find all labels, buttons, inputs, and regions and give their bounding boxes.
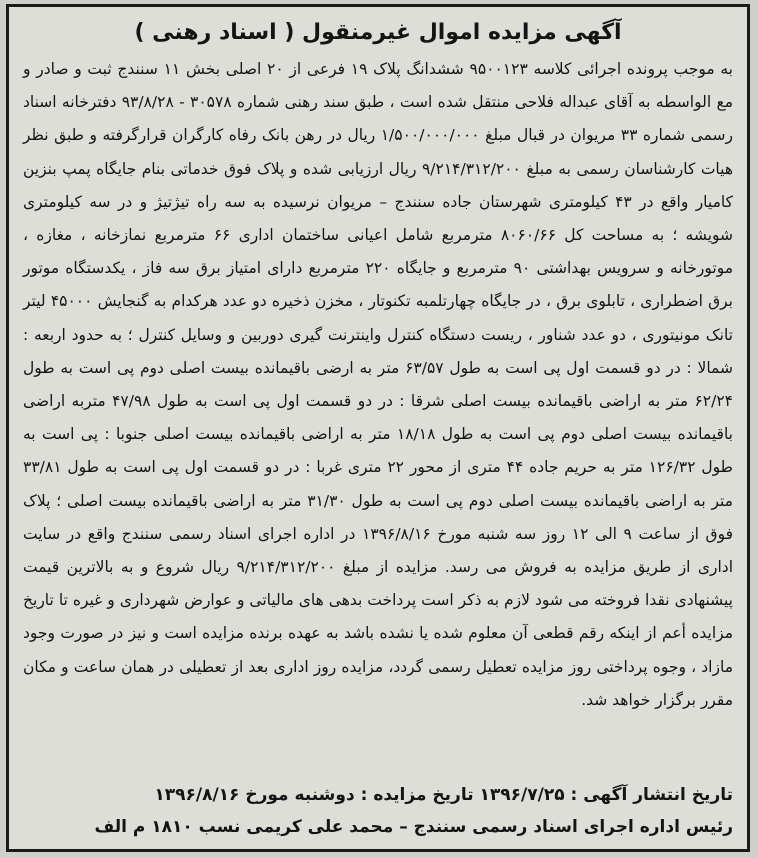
publication-dates: تاریخ انتشار آگهی : ۱۳۹۶/۷/۲۵ تاریخ مزایده : دوشنبه مورخ ۱۳۹۶/۸/۱۶ <box>154 785 733 805</box>
notice-footer <box>23 779 733 843</box>
notice-body: به موجب پرونده اجرائی کلاسه ۹۵۰۰۱۲۳ ششدانگ پلاک ۱۹ فرعی از ۲۰ اصلی بخش ۱۱ سنندج ثبت و صادر و مع الواسطه به آقای عبداله فلاحی منتقل شده است ، طبق سند رهنی شماره ۳۰۵۷۸ - ۹۳/۸/۲۸ دفترخانه اسناد رسمی شماره ۳۳ مریوان در قبال مبلغ ۱/۵۰۰/۰۰۰/۰۰۰ ریال در رهن بانک رفاه کارگران قرارگرفته و طبق نظر هیات کارشناسان رسمی به مبلغ ۹/۲۱۴/۳۱۲/۲۰۰ ریال ارزیابی شده و پلاک فوق خدماتی بنام جایگاه پمپ بنزین کامیار واقع در ۴۳ کیلومتری شهرستان جاده سنندج – مریوان نرسیده به سه راه تیژتیژ و در سه کیلومتری شویشه ؛ به مساحت کل ۸۰۶۰/۶۶ مترمربع شامل اعیانی ساختمان اداری ۶۶ مترمربع نمازخانه ، مغازه ، موتورخانه و سرویس بهداشتی ۹۰ مترمربع و جایگاه ۲۲۰ مترمربع دارای امتیاز برق سه فاز ، یکدستگاه موتور برق اضطراری ، تابلوی برق ، در جایگاه چهارتلمبه تکنوتار ، مخزن ذخیره دو عدد هرکدام به گنجایش ۴۵۰۰۰ لیتر تانک مونیتوری ، دو عدد شناور ، ریست دستگاه کنترل واینترنت گیری دوربین و وسایل کنترل ؛ به حدود اربعه : شمالا : در دو قسمت اول پی است به طول ۶۳/۵۷ متر به ارضی باقیمانده بیست اصلی دوم پی است به طول ۶۲/۲۴ متر به اراضی باقیمانده بیست اصلی شرقا : در دو قسمت اول پی است به طول ۴۷/۹۸ متربه اراضی باقیمانده بیست اصلی دوم پی است به طول ۱۸/۱۸ متر به اراضی باقیمانده بیست اصلی جنوبا : پی است به طول ۱۲۶/۳۲ متر به حریم جاده ۴۴ متری از محور ۲۲ متری غربا : در دو قسمت اول پی است به طول ۳۳/۸۱ متر به اراضی باقیمانده بیست اصلی دوم پی است به طول ۳۱/۳۰ متر به اراضی باقیمانده بیست اصلی ؛ پلاک فوق از ساعت ۹ الی ۱۲ روز سه شنبه مورخ ۱۳۹۶/۸/۱۶ در اداره اجرای اسناد رسمی سنندج واقع در سایت اداری از طریق مزایده به فروش می رسد. مزایده از مبلغ ۹/۲۱۴/۳۱۲/۲۰۰ ریال شروع و به بالاترین قیمت پیشنهادی نقدا فروخته می شود لازم به ذکر است پرداخت بدهی های مالیاتی و عوارض شهرداری و غیره تا تاریخ مزایده أعم از اینکه رقم قطعی آن معلوم شده یا نشده باشد به عهده برنده مزایده است و نیز در صورت وجود مازاد ، وجوه پرداختی روز مزایده تعطیل رسمی گردد، مزایده روز اداری بعد از تعطیلی در همان ساعت و مکان مقرر برگزار خواهد شد. <box>23 60 734 709</box>
signature-line: رئیس اداره اجرای اسناد رسمی سنندج – محمد علی کریمی نسب ۱۸۱۰ م الف <box>94 817 733 837</box>
notice-title: آگهی مزایده اموال غیرمنقول ( اسناد رهنی ) <box>134 20 622 45</box>
auction-notice <box>6 4 750 852</box>
